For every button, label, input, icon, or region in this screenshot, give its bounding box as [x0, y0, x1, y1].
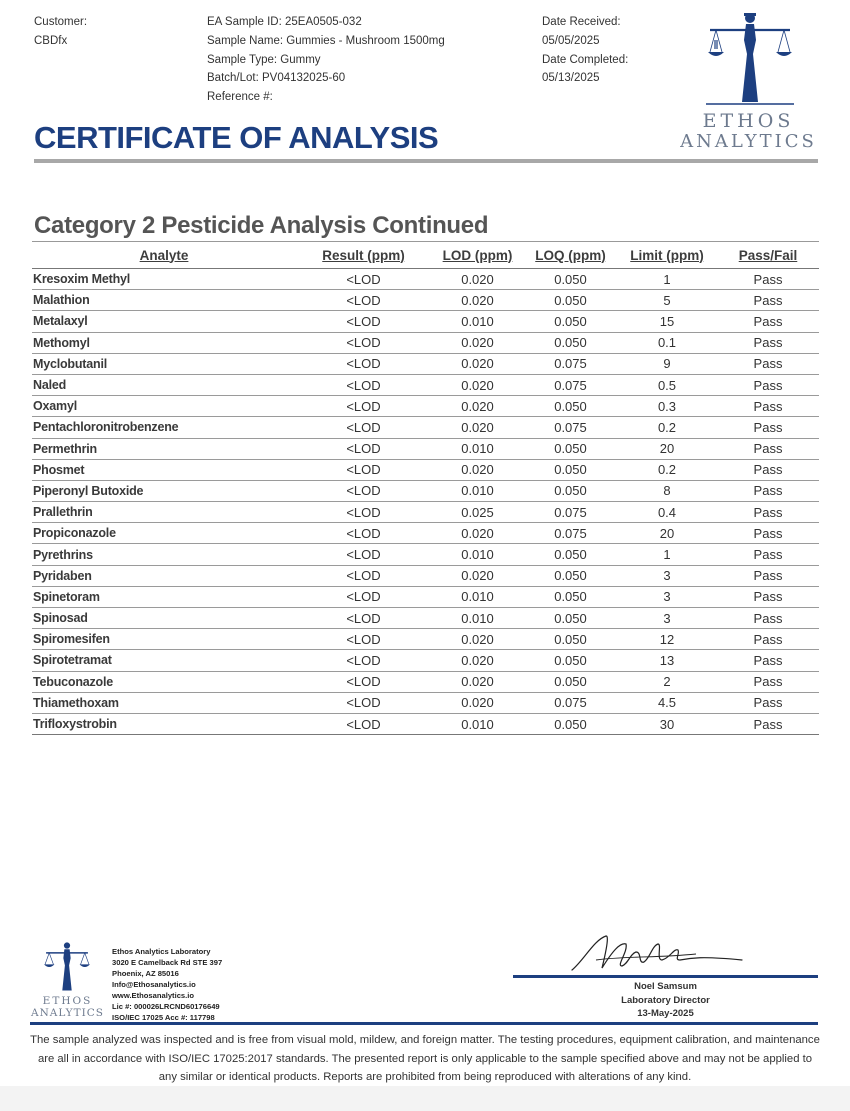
signature-line	[513, 975, 818, 978]
result-cell: <LOD	[296, 480, 431, 501]
table-body	[32, 269, 819, 735]
result-cell: <LOD	[296, 438, 431, 459]
limit-cell: 15	[617, 311, 717, 332]
lab-name: Ethos Analytics Laboratory	[112, 947, 211, 956]
lod-cell: 0.010	[431, 586, 524, 607]
limit-cell: 0.4	[617, 502, 717, 523]
pass-fail-cell: Pass	[717, 353, 819, 374]
footer-divider	[30, 1022, 818, 1025]
analyte-cell: Pyrethrins	[32, 544, 296, 565]
table-row	[32, 650, 819, 671]
pass-fail-cell: Pass	[717, 459, 819, 480]
column-header-loq: LOQ (ppm)	[524, 242, 617, 269]
justice-scales-icon	[44, 940, 90, 995]
loq-cell: 0.075	[524, 374, 617, 395]
loq-cell: 0.050	[524, 290, 617, 311]
lod-cell: 0.010	[431, 438, 524, 459]
limit-cell: 5	[617, 290, 717, 311]
loq-cell: 0.075	[524, 692, 617, 713]
table-header-row	[32, 242, 819, 269]
analyte-cell: Trifloxystrobin	[32, 713, 296, 734]
result-cell: <LOD	[296, 396, 431, 417]
date-received-label: Date Received:	[542, 16, 621, 28]
lab-contact-info	[112, 946, 222, 1023]
loq-cell: 0.050	[524, 713, 617, 734]
result-cell: <LOD	[296, 586, 431, 607]
column-header-lod: LOD (ppm)	[431, 242, 524, 269]
lab-license: Lic #: 000026LRCND60176649	[112, 1002, 220, 1011]
pass-fail-cell: Pass	[717, 544, 819, 565]
limit-cell: 9	[617, 353, 717, 374]
pass-fail-cell: Pass	[717, 332, 819, 353]
result-cell: <LOD	[296, 417, 431, 438]
result-cell: <LOD	[296, 290, 431, 311]
limit-cell: 0.2	[617, 459, 717, 480]
lod-cell: 0.010	[431, 480, 524, 501]
pass-fail-cell: Pass	[717, 650, 819, 671]
limit-cell: 3	[617, 565, 717, 586]
result-cell: <LOD	[296, 353, 431, 374]
analyte-cell: Kresoxim Methyl	[32, 269, 296, 290]
table-row	[32, 523, 819, 544]
table-row	[32, 713, 819, 734]
loq-cell: 0.050	[524, 480, 617, 501]
pass-fail-cell: Pass	[717, 290, 819, 311]
loq-cell: 0.050	[524, 629, 617, 650]
loq-cell: 0.050	[524, 332, 617, 353]
loq-cell: 0.050	[524, 544, 617, 565]
analyte-cell: Metalaxyl	[32, 311, 296, 332]
pass-fail-cell: Pass	[717, 692, 819, 713]
limit-cell: 0.1	[617, 332, 717, 353]
limit-cell: 0.2	[617, 417, 717, 438]
signatory-role: Laboratory Director	[621, 994, 710, 1006]
result-cell: <LOD	[296, 629, 431, 650]
pass-fail-cell: Pass	[717, 417, 819, 438]
justice-scales-icon	[706, 10, 794, 110]
limit-cell: 13	[617, 650, 717, 671]
reference-number: Reference #:	[207, 91, 273, 104]
table-row	[32, 332, 819, 353]
logo-text-ethos: ETHOS	[702, 110, 795, 132]
limit-cell: 1	[617, 544, 717, 565]
limit-cell: 20	[617, 438, 717, 459]
page-bottom-margin	[0, 1086, 850, 1111]
lod-cell: 0.020	[431, 290, 524, 311]
result-cell: <LOD	[296, 713, 431, 734]
lod-cell: 0.020	[431, 332, 524, 353]
pass-fail-cell: Pass	[717, 671, 819, 692]
logo-text-analytics: ANALYTICS	[680, 131, 817, 152]
table-row	[32, 671, 819, 692]
analyte-cell: Propiconazole	[32, 523, 296, 544]
lod-cell: 0.020	[431, 650, 524, 671]
limit-cell: 20	[617, 523, 717, 544]
loq-cell: 0.075	[524, 523, 617, 544]
analyte-cell: Naled	[32, 374, 296, 395]
table-row	[32, 692, 819, 713]
result-cell: <LOD	[296, 502, 431, 523]
result-cell: <LOD	[296, 523, 431, 544]
document-title: CERTIFICATE OF ANALYSIS	[34, 120, 439, 155]
ethos-analytics-logo	[676, 10, 821, 155]
result-cell: <LOD	[296, 311, 431, 332]
analyte-cell: Spiromesifen	[32, 629, 296, 650]
analyte-cell: Piperonyl Butoxide	[32, 480, 296, 501]
table-row	[32, 353, 819, 374]
analyte-cell: Thiamethoxam	[32, 692, 296, 713]
loq-cell: 0.050	[524, 396, 617, 417]
lab-website: www.Ethosanalytics.io	[112, 991, 195, 1000]
column-header-analyte: Analyte	[32, 242, 296, 269]
lod-cell: 0.020	[431, 523, 524, 544]
title-divider	[34, 159, 818, 163]
table-row	[32, 480, 819, 501]
lod-cell: 0.020	[431, 353, 524, 374]
loq-cell: 0.050	[524, 438, 617, 459]
loq-cell: 0.075	[524, 417, 617, 438]
customer-info	[34, 13, 87, 51]
table-row	[32, 374, 819, 395]
date-received: 05/05/2025	[542, 34, 600, 47]
analyte-cell: Malathion	[32, 290, 296, 311]
loq-cell: 0.050	[524, 671, 617, 692]
lod-cell: 0.020	[431, 269, 524, 290]
loq-cell: 0.075	[524, 353, 617, 374]
lod-cell: 0.020	[431, 417, 524, 438]
sample-type: Sample Type: Gummy	[207, 53, 321, 66]
limit-cell: 8	[617, 480, 717, 501]
result-cell: <LOD	[296, 459, 431, 480]
analyte-cell: Pyridaben	[32, 565, 296, 586]
lod-cell: 0.010	[431, 608, 524, 629]
analyte-cell: Spinosad	[32, 608, 296, 629]
lab-accreditation: ISO/IEC 17025 Acc #: 117798	[112, 1013, 215, 1022]
limit-cell: 4.5	[617, 692, 717, 713]
footer-logo	[30, 940, 105, 1025]
lod-cell: 0.020	[431, 459, 524, 480]
pass-fail-cell: Pass	[717, 438, 819, 459]
result-cell: <LOD	[296, 671, 431, 692]
analyte-cell: Methomyl	[32, 332, 296, 353]
result-cell: <LOD	[296, 544, 431, 565]
pass-fail-cell: Pass	[717, 374, 819, 395]
analyte-cell: Spirotetramat	[32, 650, 296, 671]
lod-cell: 0.020	[431, 396, 524, 417]
pass-fail-cell: Pass	[717, 629, 819, 650]
handwritten-signature	[566, 930, 746, 976]
column-header-result: Result (ppm)	[296, 242, 431, 269]
lod-cell: 0.010	[431, 544, 524, 565]
customer-label: Customer:	[34, 16, 88, 28]
pass-fail-cell: Pass	[717, 311, 819, 332]
result-cell: <LOD	[296, 608, 431, 629]
pass-fail-cell: Pass	[717, 523, 819, 544]
loq-cell: 0.050	[524, 586, 617, 607]
pass-fail-cell: Pass	[717, 713, 819, 734]
loq-cell: 0.050	[524, 269, 617, 290]
pass-fail-cell: Pass	[717, 586, 819, 607]
loq-cell: 0.050	[524, 311, 617, 332]
pass-fail-cell: Pass	[717, 608, 819, 629]
section-title: Category 2 Pesticide Analysis Continued	[34, 212, 489, 239]
table-row	[32, 608, 819, 629]
limit-cell: 2	[617, 671, 717, 692]
lod-cell: 0.010	[431, 713, 524, 734]
pass-fail-cell: Pass	[717, 480, 819, 501]
table-row	[32, 269, 819, 290]
loq-cell: 0.050	[524, 650, 617, 671]
limit-cell: 0.5	[617, 374, 717, 395]
lod-cell: 0.020	[431, 565, 524, 586]
analyte-cell: Prallethrin	[32, 502, 296, 523]
analyte-cell: Oxamyl	[32, 396, 296, 417]
signatory-name: Noel Samsum	[634, 981, 697, 992]
result-cell: <LOD	[296, 269, 431, 290]
table-row	[32, 544, 819, 565]
table-row	[32, 438, 819, 459]
result-cell: <LOD	[296, 374, 431, 395]
loq-cell: 0.050	[524, 608, 617, 629]
customer-name: CBDfx	[34, 34, 68, 47]
pass-fail-cell: Pass	[717, 502, 819, 523]
column-header-limit: Limit (ppm)	[617, 242, 717, 269]
lod-cell: 0.025	[431, 502, 524, 523]
signature-date: 13-May-2025	[637, 1008, 694, 1019]
sample-id: EA Sample ID: 25EA0505-032	[207, 16, 362, 28]
date-completed: 05/13/2025	[542, 72, 600, 85]
limit-cell: 3	[617, 586, 717, 607]
lod-cell: 0.020	[431, 374, 524, 395]
lab-address-line2: Phoenix, AZ 85016	[112, 969, 179, 978]
analyte-cell: Tebuconazole	[32, 671, 296, 692]
result-cell: <LOD	[296, 565, 431, 586]
lod-cell: 0.020	[431, 629, 524, 650]
lod-cell: 0.020	[431, 671, 524, 692]
lab-address-line1: 3020 E Camelback Rd STE 397	[112, 958, 223, 967]
analyte-cell: Permethrin	[32, 438, 296, 459]
disclaimer-text: The sample analyzed was inspected and is free from visual mold, mildew, and foreign matter. The testing procedures, equipment calibration, and maintenance are all in accordance with ISO/IEC 17025:2017 standards. The presented report is only applicable to the sample specified above and may not be applied to any similar or identical products. Reports are prohibited from being reproduced with alterations of any kind.	[30, 1034, 820, 1083]
lab-email: Info@Ethosanalytics.io	[112, 980, 196, 989]
table-row	[32, 565, 819, 586]
table-row	[32, 396, 819, 417]
limit-cell: 3	[617, 608, 717, 629]
sample-info	[207, 13, 445, 107]
result-cell: <LOD	[296, 332, 431, 353]
loq-cell: 0.075	[524, 502, 617, 523]
result-cell: <LOD	[296, 692, 431, 713]
limit-cell: 30	[617, 713, 717, 734]
pesticide-results-table	[32, 241, 819, 735]
table-row	[32, 459, 819, 480]
footer-logo-text-analytics: ANALYTICS	[31, 1007, 104, 1019]
table-row	[32, 586, 819, 607]
loq-cell: 0.050	[524, 565, 617, 586]
table-row	[32, 629, 819, 650]
analyte-cell: Myclobutanil	[32, 353, 296, 374]
sample-name: Sample Name: Gummies - Mushroom 1500mg	[207, 34, 445, 47]
result-cell: <LOD	[296, 650, 431, 671]
limit-cell: 1	[617, 269, 717, 290]
analyte-cell: Phosmet	[32, 459, 296, 480]
date-info	[542, 13, 628, 88]
footer-logo-text-ethos: ETHOS	[42, 995, 93, 1007]
pass-fail-cell: Pass	[717, 565, 819, 586]
batch-lot: Batch/Lot: PV04132025-60	[207, 72, 346, 85]
limit-cell: 12	[617, 629, 717, 650]
loq-cell: 0.050	[524, 459, 617, 480]
lod-cell: 0.020	[431, 692, 524, 713]
column-header-pass-fail: Pass/Fail	[717, 242, 819, 269]
date-completed-label: Date Completed:	[542, 53, 629, 66]
table-row	[32, 311, 819, 332]
table-row	[32, 290, 819, 311]
pass-fail-cell: Pass	[717, 396, 819, 417]
table-row	[32, 417, 819, 438]
analyte-cell: Spinetoram	[32, 586, 296, 607]
limit-cell: 0.3	[617, 396, 717, 417]
pass-fail-cell: Pass	[717, 269, 819, 290]
table-row	[32, 502, 819, 523]
lod-cell: 0.010	[431, 311, 524, 332]
analyte-cell: Pentachloronitrobenzene	[32, 417, 296, 438]
signatory-block	[513, 980, 818, 1021]
